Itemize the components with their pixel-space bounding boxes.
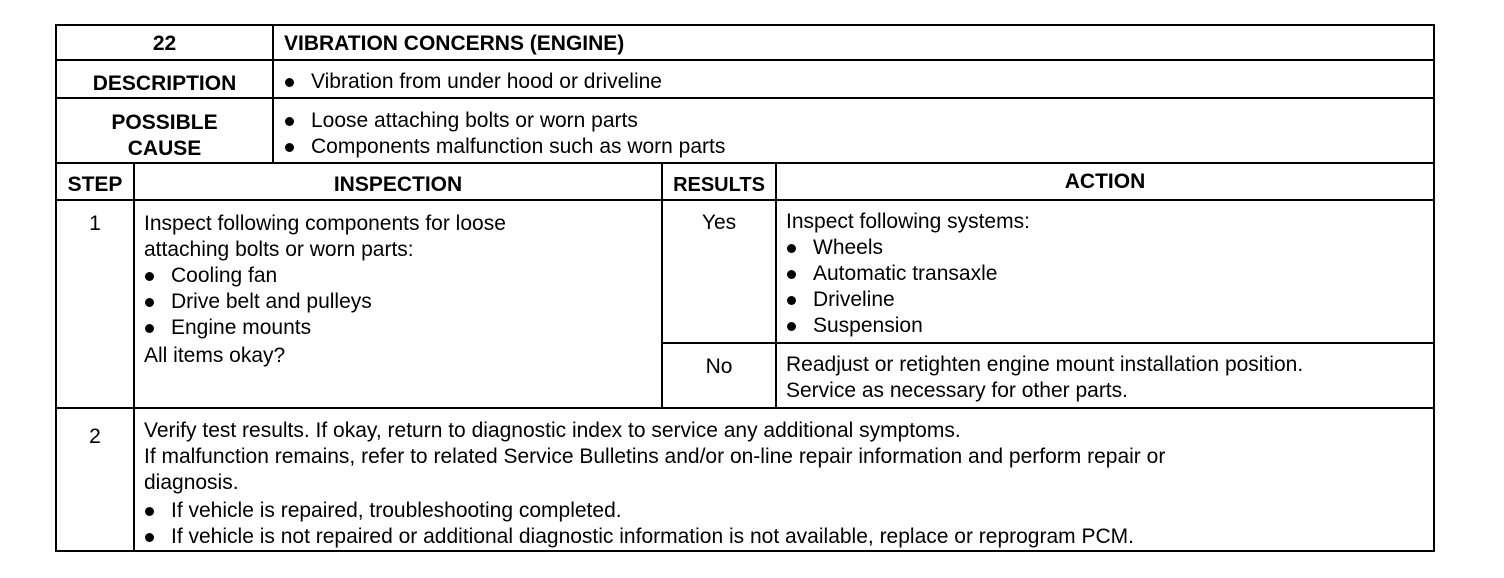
row-divider xyxy=(57,199,1433,201)
inspection-item: Drive belt and pulleys xyxy=(141,289,372,315)
action-text: Readjust or retighten engine mount installation position. xyxy=(786,353,1304,376)
column-divider xyxy=(272,26,274,162)
concern-number: 22 xyxy=(152,32,177,55)
diagnostic-table xyxy=(55,24,1435,552)
column-divider xyxy=(775,162,777,407)
step-list xyxy=(141,498,1134,550)
action-item: Wheels xyxy=(783,235,997,261)
step-item: If vehicle is repaired, troubleshooting completed. xyxy=(141,498,1134,524)
column-divider xyxy=(133,162,135,552)
description-list xyxy=(281,69,662,95)
results-column-header: RESULTS xyxy=(673,174,765,196)
step-item: If vehicle is not repaired or additional diagnostic information is not available, replace or reprogram PCM. xyxy=(141,524,1134,550)
possible-cause-list xyxy=(281,108,725,160)
step-text: diagnosis. xyxy=(144,471,239,494)
inspection-question: All items okay? xyxy=(144,344,286,367)
step-number: 1 xyxy=(89,212,101,235)
action-list xyxy=(783,235,997,339)
action-item: Suspension xyxy=(783,313,997,339)
possible-cause-item: Components malfunction such as worn parts xyxy=(281,134,725,160)
action-item: Driveline xyxy=(783,287,997,313)
row-divider xyxy=(57,407,1433,409)
concern-title: VIBRATION CONCERNS (ENGINE) xyxy=(284,32,625,55)
row-divider xyxy=(57,97,1433,99)
step-number: 2 xyxy=(89,425,101,448)
inspection-column-header: INSPECTION xyxy=(333,173,463,196)
possible-cause-label: CAUSE xyxy=(127,137,202,160)
row-divider xyxy=(57,59,1433,61)
inspection-list xyxy=(141,263,372,341)
action-text: Service as necessary for other parts. xyxy=(786,379,1128,402)
action-column-header: ACTION xyxy=(1064,170,1146,193)
possible-cause-item: Loose attaching bolts or worn parts xyxy=(281,108,725,134)
step-column-header: STEP xyxy=(67,173,123,196)
action-text: Inspect following systems: xyxy=(786,210,1030,233)
step-text: Verify test results. If okay, return to diagnostic index to service any additional symptoms. xyxy=(144,419,961,442)
action-item: Automatic transaxle xyxy=(783,261,997,287)
possible-cause-label: POSSIBLE xyxy=(111,111,218,134)
inspection-text: Inspect following components for loose xyxy=(144,212,506,235)
result-yes: Yes xyxy=(701,211,737,234)
inspection-text: attaching bolts or worn parts: xyxy=(144,238,414,261)
row-divider xyxy=(57,162,1433,164)
description-label: DESCRIPTION xyxy=(92,72,237,95)
description-item: Vibration from under hood or driveline xyxy=(281,69,662,95)
inspection-item: Engine mounts xyxy=(141,315,372,341)
result-no: No xyxy=(705,355,733,378)
step-text: If malfunction remains, refer to related Service Bulletins and/or on-line repair information and perform repair or xyxy=(144,445,1166,468)
inspection-item: Cooling fan xyxy=(141,263,372,289)
